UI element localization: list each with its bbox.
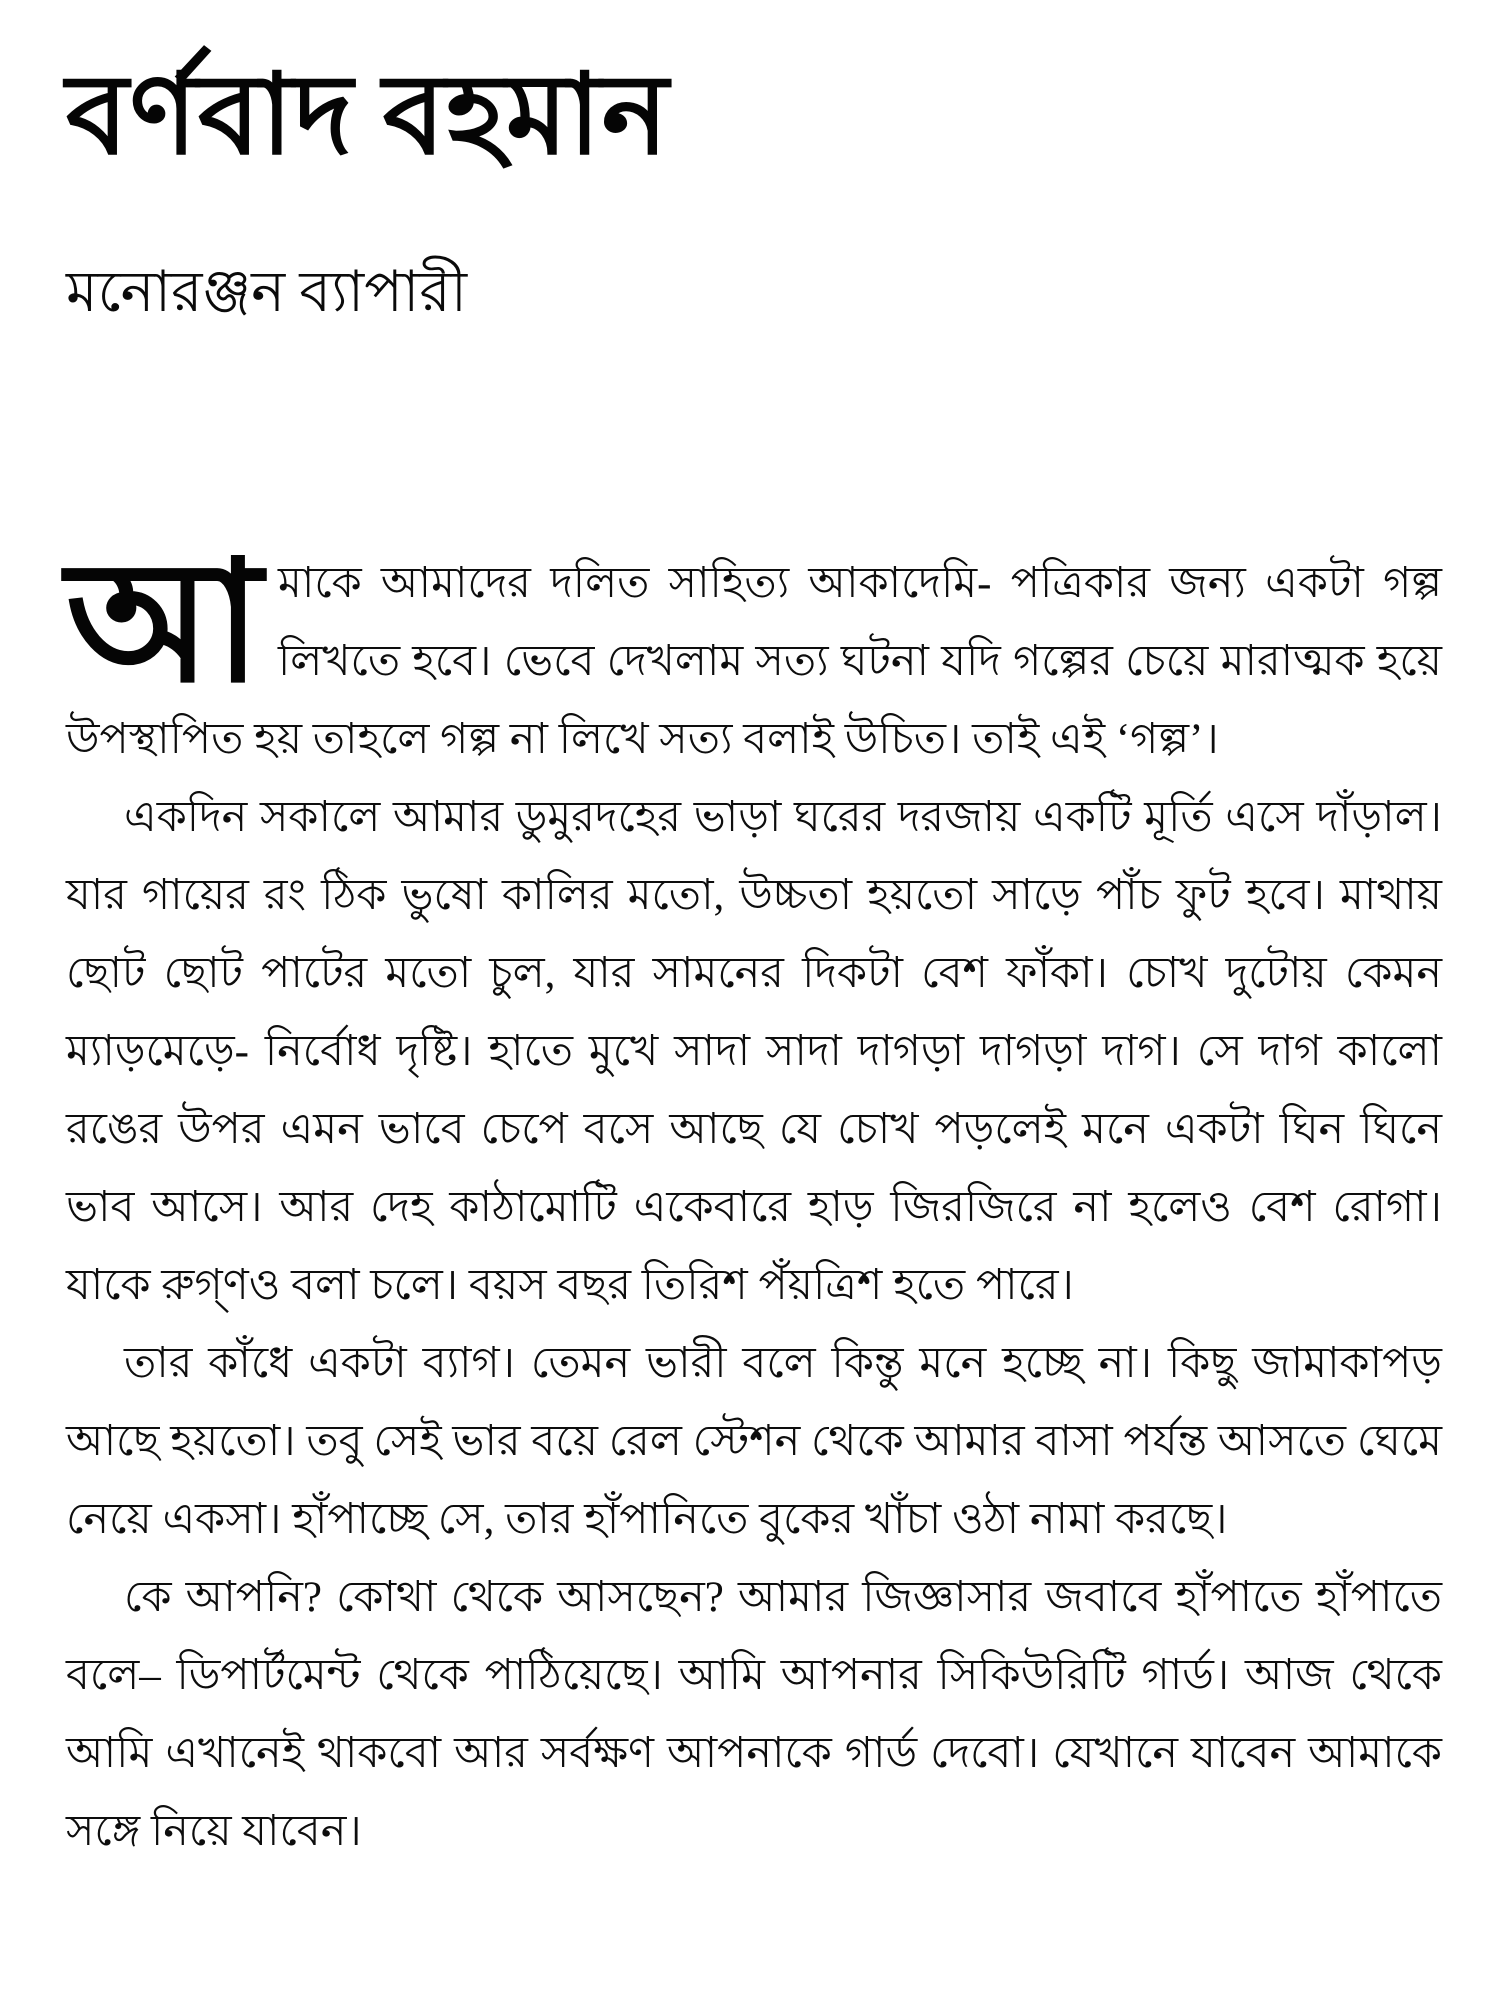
paragraph-1-text: মাকে আমাদের দলিত সাহিত্য আকাদেমি- পত্রিকার জন্য একটা গল্প লিখতে হবে। ভেবে দেখলাম সত্য ঘটনা যদি গল্পের চেয়ে মারাত্মক হয়ে উপস্থাপিত হয় তাহলে গল্প না লিখে সত্য বলাই উচিত। তাই এই ‘গল্প’। <box>66 560 1442 764</box>
paragraph-4: কে আপনি? কোথা থেকে আসছেন? আমার জিজ্ঞাসার জবাবে হাঁপাতে হাঁপাতে বলে– ডিপার্টমেন্ট থেকে পাঠিয়েছে। আমি আপনার সিকিউরিটি গার্ড। আজ থেকে আমি এখানেই থাকবো আর সর্বক্ষণ আপনাকে গার্ড দেবো। যেখানে যাবেন আমাকে সঙ্গে নিয়ে যাবেন। <box>66 1574 1442 1856</box>
drop-cap: আ <box>66 531 262 718</box>
document-title: বর্ণবাদ বহমান <box>66 54 670 178</box>
paragraph-3: তার কাঁধে একটা ব্যাগ। তেমন ভারী বলে কিন্তু মনে হচ্ছে না। কিছু জামাকাপড় আছে হয়তো। তবু সেই ভার বয়ে রেল স্টেশন থেকে আমার বাসা পর্যন্ত আসতে ঘেমে নেয়ে একসা। হাঁপাচ্ছে সে, তার হাঁপানিতে বুকের খাঁচা ওঠা নামা করছে। <box>66 1340 1442 1544</box>
paragraph-2: একদিন সকালে আমার ডুমুরদহের ভাড়া ঘরের দরজায় একটি মূর্তি এসে দাঁড়াল। যার গায়ের রং ঠিক ভুষো কালির মতো, উচ্চতা হয়তো সাড়ে পাঁচ ফুট হবে। মাথায় ছোট ছোট পাটের মতো চুল, যার সামনের দিকটা বেশ ফাঁকা। চোখ দুটোয় কেমন ম্যাড়মেড়ে- নির্বোধ দৃষ্টি। হাতে মুখে সাদা সাদা দাগড়া দাগড়া দাগ। সে দাগ কালো রঙের উপর এমন ভাবে চেপে বসে আছে যে চোখ পড়লেই মনে একটা ঘিন ঘিনে ভাব আসে। আর দেহ কাঠামোটি একেবারে হাড় জিরজিরে না হলেও বেশ রোগা। যাকে রুগ্‌ণও বলা চলে। বয়স বছর তিরিশ পঁয়ত্রিশ হতে পারে। <box>66 794 1442 1310</box>
article-body <box>66 531 1442 1871</box>
paragraph-1 <box>66 531 1442 779</box>
author-name: মনোরঞ্জন ব্যাপারী <box>66 260 468 324</box>
